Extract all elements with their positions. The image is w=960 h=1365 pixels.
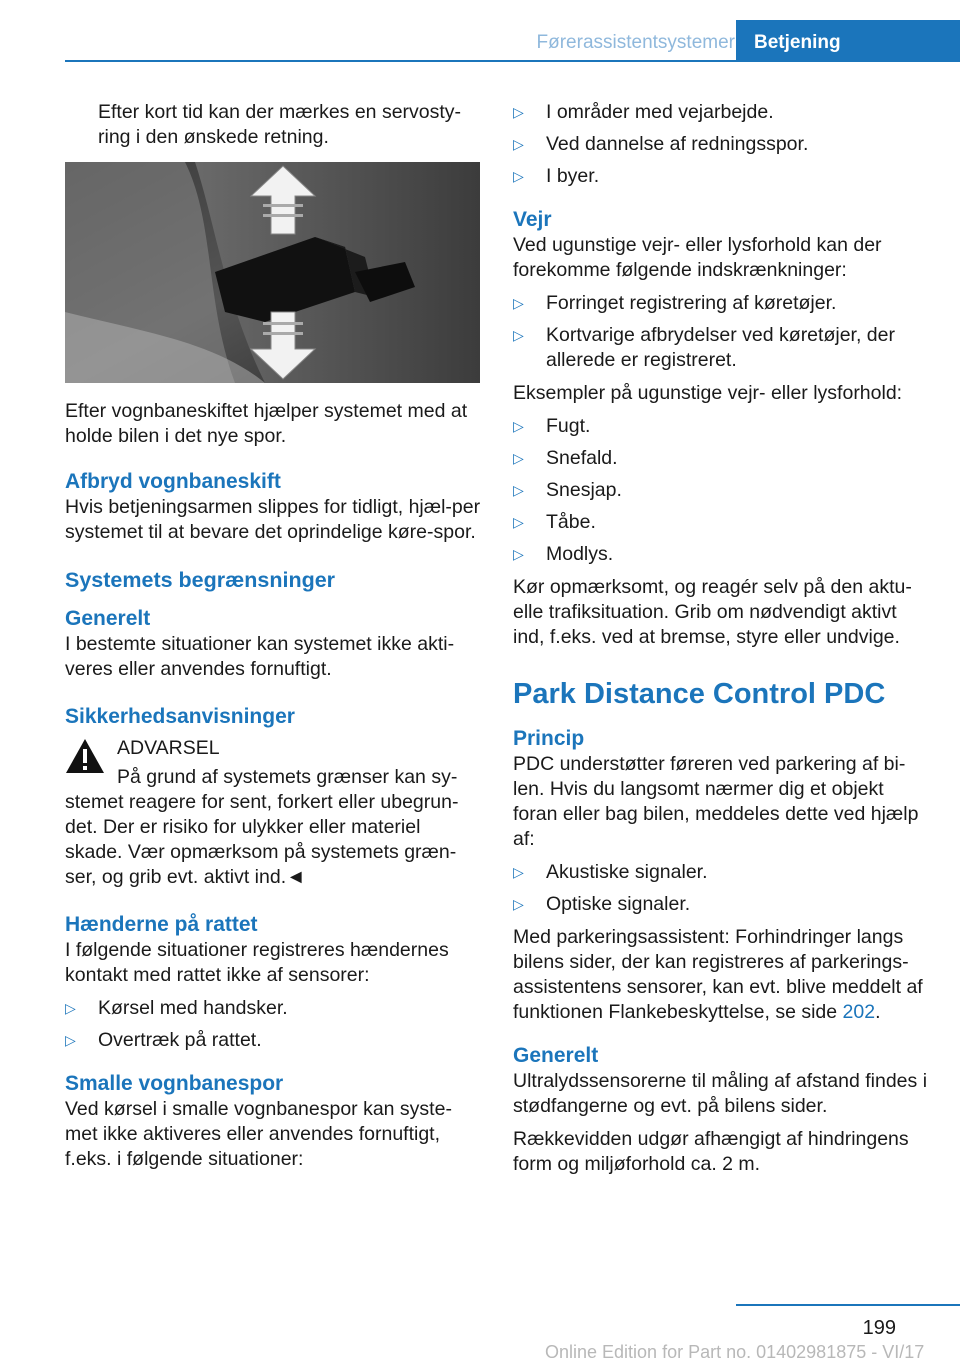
list-item: ▷ Akustiske signaler. <box>513 861 708 883</box>
after-image-paragraph: Efter vognbaneskiftet hjælper systemet med at holde bilen i det nye spor. <box>65 400 468 447</box>
warning-text-body: På grund af systemets grænser kan sy-stemet reagere for sent, forkert eller ubegrun-det. Der er risiko for ulykker eller materiel skade. Vær opmærksom på systemets græn-ser, og grib evt. aktivt ind.◄ <box>65 766 459 888</box>
princip-list <box>513 860 931 917</box>
footer-rule <box>736 1304 960 1306</box>
heading-sikkerhed: Sikkerhedsanvisninger <box>65 705 295 728</box>
left-column <box>65 100 483 1180</box>
eksempler-list <box>513 414 931 567</box>
warning-title: ADVARSEL <box>117 737 220 759</box>
heading-begraensninger: Systemets begrænsninger <box>65 568 336 592</box>
generelt-paragraph: I bestemte situationer kan systemet ikke akti-veres eller anvendes fornuftigt. <box>65 633 455 680</box>
list-item: ▷ Optiske signaler. <box>513 893 691 915</box>
list-item: ▷ Forringet registrering af køretøjer. <box>513 292 837 314</box>
triangle-bullet-icon: ▷ <box>513 168 524 184</box>
header-section-title: Førerassistentsystemer <box>536 32 735 53</box>
right-column <box>513 100 931 1185</box>
triangle-bullet-icon: ▷ <box>513 514 524 530</box>
parkering-paragraph: Med parkeringsassistent: Forhindringer langs bilens sider, der kan registreres af parkerings-assistentens sensorer, kan evt. blive meddelt af funktionen Flankebeskyttelse, se side 202. <box>513 926 923 1023</box>
heading-afbryd: Afbryd vognbaneskift <box>65 470 281 493</box>
list-item: ▷ Kørsel med handsker. <box>65 997 288 1019</box>
afbryd-paragraph: Hvis betjeningsarmen slippes for tidligt, hjæl-per systemet til at bevare det oprindelige køre-spor. <box>65 496 481 543</box>
vejr-list <box>513 291 931 373</box>
lane-change-lever-photo <box>65 162 480 383</box>
koer-paragraph: Kør opmærksomt, og reagér selv på den aktu-elle trafiksituation. Grib om nødvendigt aktivt ind, f.eks. ved at bremse, styre eller undvige. <box>513 576 912 648</box>
warning-text <box>65 765 483 890</box>
list-item: ▷ Snesjap. <box>513 479 622 501</box>
triangle-bullet-icon: ▷ <box>513 896 524 912</box>
smalle-paragraph: Ved kørsel i smalle vognbanespor kan syste-met ikke aktiveres eller anvendes fornuftigt, f.eks. i følgende situationer: <box>65 1098 452 1170</box>
heading-generelt: Generelt <box>65 607 151 630</box>
page-ref-link[interactable]: 202 <box>842 1001 876 1023</box>
princip-paragraph: PDC understøtter føreren ved parkering af bi-len. Hvis du langsomt nærmer dig et objekt foran eller bag bilen, meddeles dette ved hjælp af: <box>513 753 919 850</box>
triangle-bullet-icon: ▷ <box>513 418 524 434</box>
intro-paragraph: Efter kort tid kan der mærkes en servosty-ring i den ønskede retning. <box>98 101 462 148</box>
raekkevidde-paragraph: Rækkevidden udgør afhængigt af hindringens form og miljøforhold ca. 2 m. <box>513 1128 909 1175</box>
eksempler-paragraph: Eksempler på ugunstige vejr- eller lysforhold: <box>513 382 903 404</box>
triangle-bullet-icon: ▷ <box>65 1000 76 1016</box>
list-item: ▷ Modlys. <box>513 543 614 565</box>
heading-vejr: Vejr <box>513 208 552 231</box>
triangle-bullet-icon: ▷ <box>513 450 524 466</box>
triangle-bullet-icon: ▷ <box>513 864 524 880</box>
heading-generelt-pdc: Generelt <box>513 1044 599 1067</box>
triangle-bullet-icon: ▷ <box>513 482 524 498</box>
list-item: ▷ Overtræk på rattet. <box>65 1029 262 1051</box>
vejr-paragraph: Ved ugunstige vejr- eller lysforhold kan der forekomme følgende indskrænkninger: <box>513 234 882 281</box>
triangle-bullet-icon: ▷ <box>513 295 524 311</box>
haenderne-list <box>65 996 483 1053</box>
haenderne-paragraph: I følgende situationer registreres hændernes kontakt med rattet ikke af sensorer: <box>65 939 449 986</box>
list-item: ▷ Fugt. <box>513 415 591 437</box>
list-item: ▷ Snefald. <box>513 447 618 469</box>
heading-haenderne: Hænderne på rattet <box>65 913 258 936</box>
heading-smalle: Smalle vognbanespor <box>65 1072 284 1095</box>
warning-block <box>65 736 483 761</box>
list-item: ▷ I byer. <box>513 165 600 187</box>
list-item: ▷ I områder med vejarbejde. <box>513 101 774 123</box>
list-item: ▷ Kortvarige afbrydelser ved køretøjer, der allerede er registreret. <box>513 324 895 371</box>
smalle-list <box>513 100 931 189</box>
list-item: ▷ Ved dannelse af redningsspor. <box>513 133 809 155</box>
page-number: 199 <box>862 1317 896 1339</box>
list-item: ▷ Tåbe. <box>513 511 596 533</box>
header-tab-label: Betjening <box>754 32 841 53</box>
triangle-bullet-icon: ▷ <box>513 136 524 152</box>
triangle-bullet-icon: ▷ <box>513 327 524 343</box>
warning-triangle-icon <box>65 738 105 774</box>
triangle-bullet-icon: ▷ <box>513 104 524 120</box>
ultralyd-paragraph: Ultralydssensorerne til måling af afstand findes i stødfangerne og evt. på bilens sider. <box>513 1070 928 1117</box>
heading-princip: Princip <box>513 727 585 750</box>
triangle-bullet-icon: ▷ <box>513 546 524 562</box>
triangle-bullet-icon: ▷ <box>65 1032 76 1048</box>
heading-pdc: Park Distance Control PDC <box>513 678 886 710</box>
header-tab <box>736 20 960 62</box>
edition-note: Online Edition for Part no. 01402981875 - VI/17 <box>545 1342 925 1362</box>
